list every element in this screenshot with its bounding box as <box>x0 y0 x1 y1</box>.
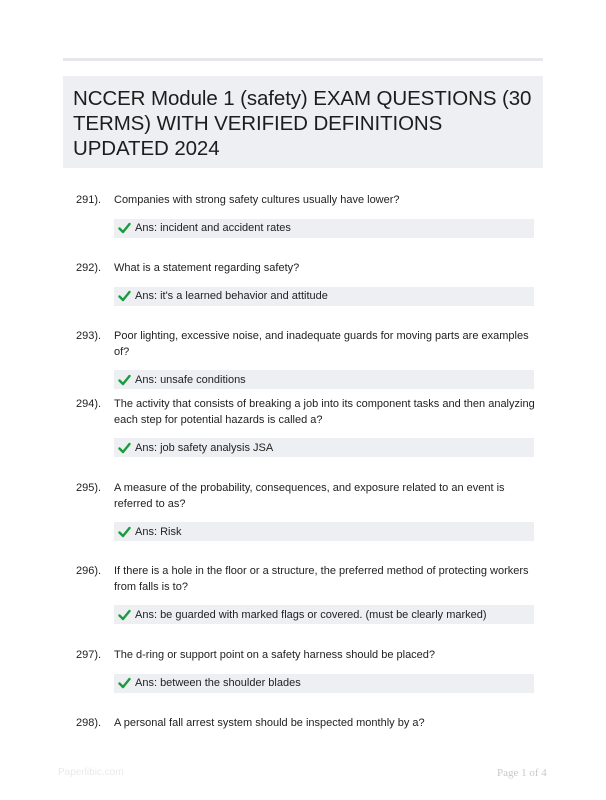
question-text: Poor lighting, excessive noise, and inadequate guards for moving parts are examples of? <box>114 330 529 358</box>
question-item <box>76 329 546 389</box>
answer-text: Ans: between the shoulder blades <box>135 677 301 689</box>
answer-text: Ans: Risk <box>135 525 182 538</box>
answer-box <box>114 287 534 306</box>
question-item <box>76 397 546 457</box>
question-number: 296). <box>76 565 102 577</box>
check-icon <box>118 374 131 386</box>
answer-box <box>114 438 534 457</box>
answer-box <box>114 674 534 693</box>
answer-box <box>114 522 534 541</box>
question-item <box>76 564 546 624</box>
question-item <box>76 481 546 541</box>
check-icon <box>118 442 131 454</box>
question-text: If there is a hole in the floor or a structure, the preferred method of protecting workers from falls is to? <box>114 565 529 593</box>
check-icon <box>118 609 131 621</box>
footer-watermark: Paperlibic.com <box>58 767 124 778</box>
document-title: NCCER Module 1 (safety) EXAM QUESTIONS (30 TERMS) WITH VERIFIED DEFINITIONS UPDATED 2024 <box>73 87 532 160</box>
answer-box <box>114 605 534 624</box>
question-number: 298). <box>76 717 102 729</box>
question-item <box>76 648 546 693</box>
question-number: 294). <box>76 398 102 410</box>
question-text: The d-ring or support point on a safety harness should be placed? <box>114 649 436 661</box>
question-number: 292). <box>76 262 102 274</box>
question-text: A measure of the probability, consequences, and exposure related to an event is referred to as? <box>114 482 505 510</box>
answer-text: Ans: job safety analysis JSA <box>135 441 274 454</box>
title-banner <box>63 76 543 168</box>
check-icon <box>118 677 131 689</box>
answer-text: Ans: unsafe conditions <box>135 373 246 386</box>
check-icon <box>118 290 131 302</box>
question-text: Companies with strong safety cultures usually have lower? <box>114 194 400 206</box>
question-item <box>76 716 546 732</box>
answer-box <box>114 370 534 389</box>
question-text: The activity that consists of breaking a job into its component tasks and then analyzing each step for potential hazards is called a? <box>114 398 535 426</box>
question-number: 291). <box>76 194 102 206</box>
answer-box <box>114 219 534 238</box>
top-divider <box>63 58 543 61</box>
check-icon <box>118 526 131 538</box>
answer-text: Ans: incident and accident rates <box>135 222 291 234</box>
check-icon <box>118 222 131 234</box>
question-item <box>76 261 546 306</box>
answer-text: Ans: it's a learned behavior and attitude <box>135 290 328 302</box>
question-item <box>76 193 546 238</box>
page-number: Page 1 of 4 <box>497 767 547 779</box>
question-number: 297). <box>76 649 102 661</box>
question-number: 295). <box>76 482 102 494</box>
question-text: What is a statement regarding safety? <box>114 262 300 274</box>
question-text: A personal fall arrest system should be inspected monthly by a? <box>114 717 425 729</box>
question-number: 293). <box>76 330 102 342</box>
answer-text: Ans: be guarded with marked flags or covered. (must be clearly marked) <box>135 608 487 621</box>
